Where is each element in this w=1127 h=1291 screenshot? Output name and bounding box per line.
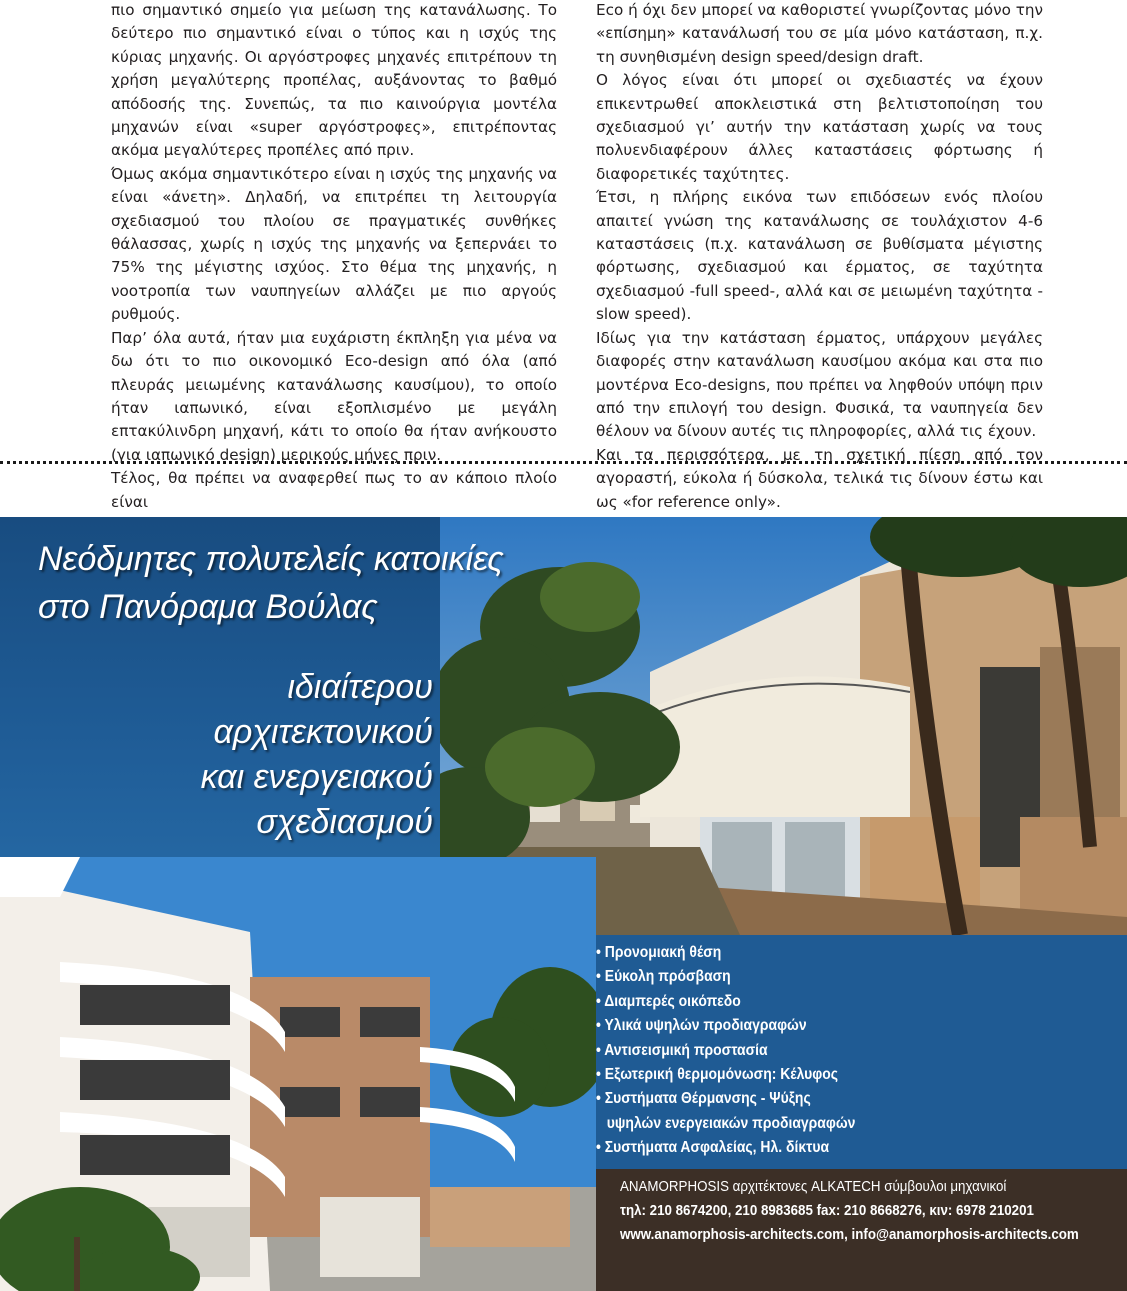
list-item: • Αντισεισμική προστασία [596, 1041, 768, 1059]
contact-web-email: www.anamorphosis-architects.com, info@anamorphosis-architects.com [620, 1227, 1079, 1243]
ad-subheading-line: και ενεργειακού [200, 758, 433, 796]
ad-headline-line1: Νεόδμητες πολυτελείς κατοικίες [38, 540, 504, 578]
paragraph: Και τα περισσότερα, με τη σχετική πίεση από τον αγοραστή, εύκολα ή δύσκολα, τελικά τις δίνουν έστω και ως «for reference only». [596, 445, 1043, 511]
list-item: • Εξωτερική θερμομόνωση: Κέλυφος [596, 1066, 839, 1084]
real-estate-advertisement [0, 517, 1127, 1291]
contact-phones: τηλ: 210 8674200, 210 8983685 fax: 210 8668276, κιν: 6978 210201 [620, 1203, 1034, 1219]
list-item: • Προνομιακή θέση [596, 944, 722, 961]
ad-subheading-line: ιδιαίτερου [287, 668, 433, 706]
list-item: • Διαμπερές οικόπεδο [596, 992, 741, 1010]
paragraph: Ιδίως για την κατάσταση έρματος, υπάρχουν μεγάλες διαφορές στην κατανάλωση καυσίμου ακόμα και στα πιο μοντέρνα Eco-designs, που πρέπει να ληφθούν υπόψη πριν από την επιλογή του design. Φυσικά, τα ναυπηγεία δεν θέλουν να δίνουν αυτές τις πληροφορίες, αλλά τις έχουν. [596, 328, 1043, 441]
article-left-column [111, 0, 557, 514]
features-list [596, 941, 855, 1161]
apartment-building-photo [0, 857, 596, 1291]
article-right-column [596, 0, 1043, 514]
list-item: • Συστήματα Ασφαλείας, Ηλ. δίκτυα [596, 1139, 830, 1157]
contact-companies: ANAMORPHOSIS αρχιτέκτονες ALKATECH σύμβουλοι μηχανικοί [620, 1179, 1007, 1195]
ad-headline-line2: στο Πανόραμα Βούλας [38, 588, 378, 626]
ad-subheading-line: αρχιτεκτονικού [213, 713, 433, 751]
paragraph: πιο σημαντικό σημείο για μείωση της κατανάλωσης. Το δεύτερο πιο σημαντικό είναι ο τύπος και η ισχύς της κύριας μηχανής. Οι αργόστροφες μηχανές επιτρέπουν τη χρήση μεγαλύτερης προπέλας, αυξάνοντας το βαθμό απόδοσής της. Συνεπώς, τα πιο καινούργια μοντέλα μηχανών είναι «super αργόστροφες», επιτρέποντας ακόμα μεγαλύτερες προπέλες από πριν. [111, 1, 557, 160]
paragraph: Ο λόγος είναι ότι μπορεί οι σχεδιαστές να έχουν επικεντρωθεί αποκλειστικά στη βελτιστοποίηση του σχεδιασμού γι’ αυτήν την κατάσταση χωρίς να τους πολυενδιαφέρουν άλλες καταστάσεις φόρτωσης ή διαφορετικές ταχύτητες. [596, 71, 1043, 183]
paragraph: Τέλος, θα πρέπει να αναφερθεί πως το αν κάποιο πλοίο είναι [111, 469, 557, 511]
paragraph: Παρ’ όλα αυτά, ήταν μια ευχάριστη έκπληξη για μένα να δω ότι το πιο οικονομικό Eco-design από όλα (από πλευράς μειωμένης κατανάλωσης καυσίμου), το οποίο ήταν ιαπωνικό, είναι εξοπλισμένο με μεγάλη επτακύλινδρη μηχανή, κάτι το οποίο θα ήταν ανήκουστο (για ιαπωνικό design) μερικούς μήνες πριν. [111, 328, 557, 464]
dotted-divider [0, 461, 1127, 464]
paragraph: Όμως ακόμα σημαντικότερο είναι η ισχύς της μηχανής να είναι «άνετη». Δηλαδή, να επιτρέπει τη λειτουργία σχεδιασμού του πλοίου σε πραγματικές συνθήκες θάλασσας, χωρίς η ισχύς της μηχανής να ξεπερνάει το 75% της μέγιστης ισχύος. Στο θέμα της μηχανής, η νοοτροπία των ναυπηγείων αλλάζει με πιο αργούς ρυθμούς. [111, 164, 557, 324]
list-item: υψηλών ενεργειακών προδιαγραφών [606, 1114, 856, 1132]
paragraph: Έτσι, η πλήρης εικόνα των επιδόσεων ενός πλοίου απαιτεί γνώση της κατανάλωσης σε τουλάχιστον 4-6 καταστάσεις (π.χ. κατανάλωση σε βυθίσματα μέγιστης φόρτωσης, σχεδιασμού και έρματος, σε ταχύτητα σχεδιασμού -full speed-, αλλά και σε μειωμένη ταχύτητα - slow speed). [596, 188, 1043, 324]
paragraph: Eco ή όχι δεν μπορεί να καθοριστεί γνωρίζοντας μόνο την «επίσημη» κατανάλωσή του σε μία μόνο κατάσταση, π.χ. τη συνηθισμένη design speed/design draft. [596, 1, 1043, 66]
ad-subheading-line: σχεδιασμού [256, 803, 433, 841]
list-item: • Συστήματα Θέρμανσης - Ψύξης [596, 1090, 811, 1108]
list-item: • Υλικά υψηλών προδιαγραφών [596, 1017, 807, 1035]
list-item: • Εύκολη πρόσβαση [596, 968, 731, 986]
contact-box [596, 1169, 1127, 1291]
